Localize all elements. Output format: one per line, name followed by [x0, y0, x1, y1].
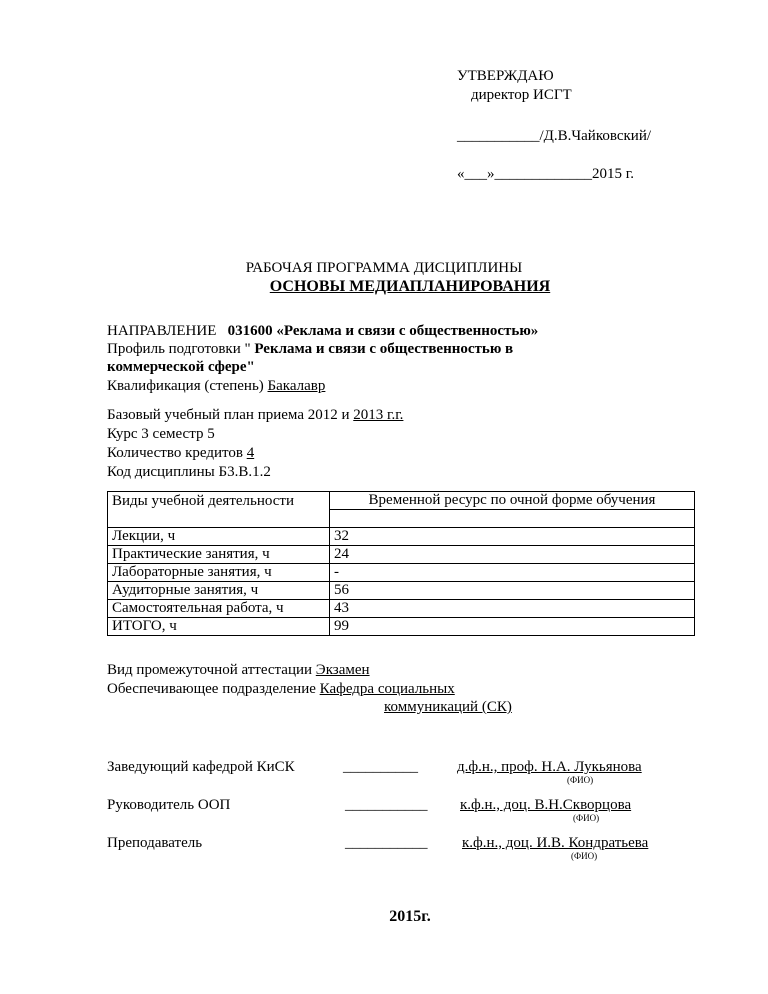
- row-value: 43: [330, 600, 695, 618]
- row-label: Лабораторные занятия, ч: [108, 564, 330, 582]
- credits-value: 4: [246, 445, 255, 461]
- discipline-title: ОСНОВЫ МЕДИАПЛАНИРОВАНИЯ: [269, 278, 551, 295]
- direction-line: [107, 322, 538, 340]
- attestation-line: [107, 661, 370, 679]
- row-label: Лекции, ч: [108, 528, 330, 546]
- signature-caption: (ФИО): [571, 851, 598, 861]
- direction-value: 031600 «Реклама и связи с общественностью»: [227, 323, 539, 339]
- course-line: Курс 3 семестр 5: [107, 426, 215, 442]
- row-value: -: [330, 564, 695, 582]
- profile-value-line1: Реклама и связи с общественностью в: [254, 341, 514, 357]
- signature-role: Заведующий кафедрой КиСК: [107, 759, 295, 775]
- signature-role: Преподаватель: [107, 835, 203, 851]
- approval-title: УТВЕРЖДАЮ: [457, 68, 554, 84]
- approval-position: директор ИСГТ: [471, 87, 572, 103]
- table-header-resource: Временной ресурс по очной форме обучения: [330, 492, 695, 510]
- signature-line: ___________: [345, 797, 428, 813]
- signature-name: д.ф.н., проф. Н.А. Лукьянова: [457, 759, 642, 775]
- qualification-value: Бакалавр: [267, 378, 326, 394]
- row-value: 56: [330, 582, 695, 600]
- department-value-line2: коммуникаций (СК): [384, 699, 512, 715]
- row-label: Практические занятия, ч: [108, 546, 330, 564]
- plan-line: [107, 406, 403, 424]
- row-label: Аудиторные занятия, ч: [108, 582, 330, 600]
- row-value: 24: [330, 546, 695, 564]
- qualification-label: Квалификация (степень): [107, 378, 264, 394]
- department-line: [107, 680, 455, 698]
- credits-label: Количество кредитов: [107, 445, 243, 461]
- footer-year: 2015г.: [389, 908, 431, 925]
- department-value-line1: Кафедра социальных: [319, 681, 455, 697]
- plan-label: Базовый учебный план приема 2012 и: [107, 407, 350, 423]
- signature-caption: (ФИО): [573, 813, 600, 823]
- approval-date-line: «___»_____________2015 г.: [457, 166, 634, 182]
- attestation-label: Вид промежуточной аттестации: [107, 662, 313, 678]
- signature-line: ___________: [345, 835, 428, 851]
- table-row: [108, 618, 695, 636]
- table-row: [108, 582, 695, 600]
- row-label: ИТОГО, ч: [108, 618, 330, 636]
- profile-line: [107, 340, 513, 358]
- department-label: Обеспечивающее подразделение: [107, 681, 316, 697]
- signature-line: __________: [343, 759, 418, 775]
- qualification-line: [107, 377, 325, 395]
- credits-line: [107, 444, 254, 462]
- signature-caption: (ФИО): [567, 775, 594, 785]
- table-row: [108, 564, 695, 582]
- plan-value: 2013 г.г.: [353, 407, 404, 423]
- row-value: 32: [330, 528, 695, 546]
- discipline-code: Код дисциплины Б3.В.1.2: [107, 464, 271, 480]
- row-label: Самостоятельная работа, ч: [108, 600, 330, 618]
- table-row: [108, 528, 695, 546]
- table-header-row: [108, 492, 695, 510]
- table-header-empty-cell: [330, 510, 695, 528]
- approval-signature-line: ___________/Д.В.Чайковский/: [457, 128, 652, 144]
- signature-role: Руководитель ООП: [107, 797, 231, 813]
- table-header-activity: Виды учебной деятельности: [108, 492, 330, 528]
- document-heading: [0, 259, 768, 277]
- time-resource-table: [107, 491, 695, 636]
- heading-line1: РАБОЧАЯ ПРОГРАММА ДИСЦИПЛИНЫ: [245, 260, 523, 276]
- table-row: [108, 600, 695, 618]
- row-value: 99: [330, 618, 695, 636]
- signature-name: к.ф.н., доц. И.В. Кондратьева: [462, 835, 649, 851]
- profile-label: Профиль подготовки ": [107, 341, 251, 357]
- table-row: [108, 546, 695, 564]
- direction-label: НАПРАВЛЕНИЕ: [107, 323, 217, 339]
- profile-value-line2: коммерческой сфере": [107, 359, 255, 375]
- signature-name: к.ф.н., доц. В.Н.Скворцова: [460, 797, 632, 813]
- attestation-value: Экзамен: [315, 662, 370, 678]
